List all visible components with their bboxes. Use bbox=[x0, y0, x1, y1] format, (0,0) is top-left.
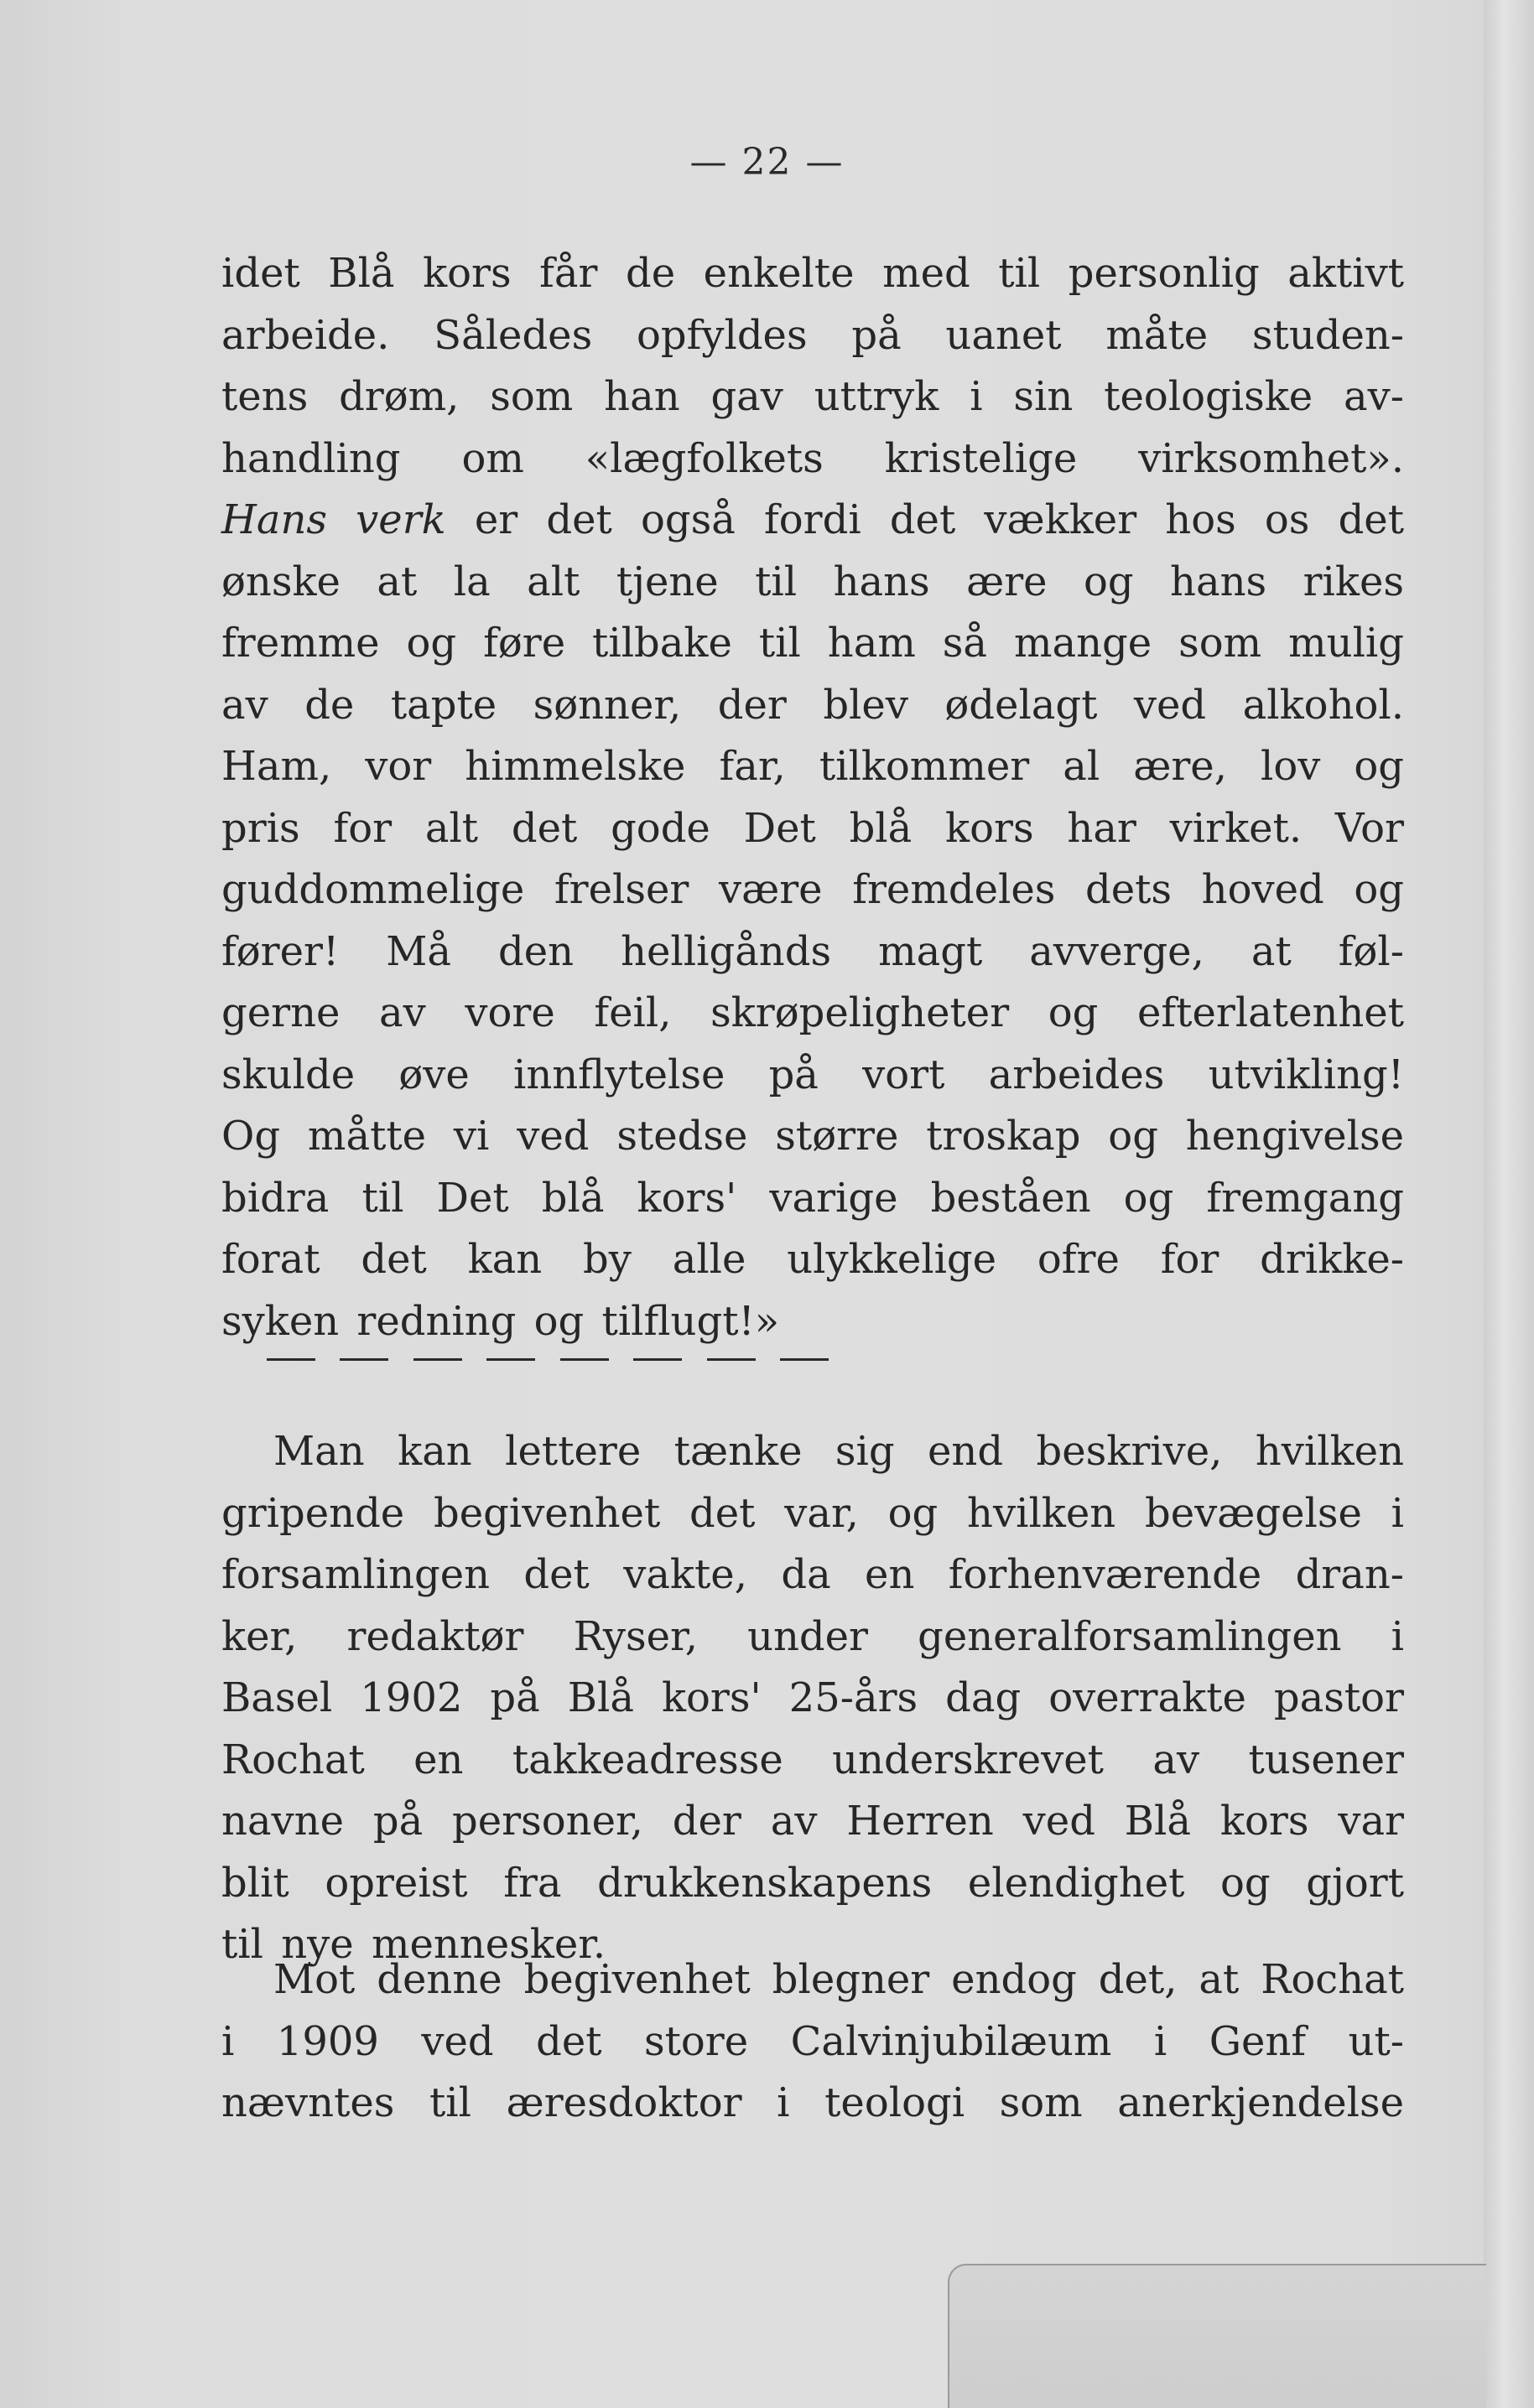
text-line: tens drøm, som han gav uttryk i sin teologiske av- bbox=[221, 373, 1404, 420]
text-line: Mot denne begivenhet blegner endog det, at Rochat bbox=[273, 1956, 1404, 2003]
text-line: idet Blå kors får de enkelte med til personlig aktivt bbox=[221, 250, 1404, 297]
page-number: — 22 — bbox=[689, 141, 845, 184]
text-line: arbeide. Således opfyldes på uanet måte studen- bbox=[221, 311, 1404, 359]
divider-dash bbox=[633, 1358, 682, 1361]
divider-dash bbox=[486, 1358, 535, 1361]
paragraph-2 bbox=[221, 1421, 1404, 1976]
text-line: gerne av vore feil, skrøpeligheter og efterlatenhet bbox=[221, 989, 1404, 1036]
text-line: skulde øve innflytelse på vort arbeides utvikling! bbox=[221, 1051, 1404, 1098]
page-corner-tab bbox=[948, 2264, 1486, 2408]
divider-dash bbox=[267, 1358, 315, 1361]
text-line-rest: er det også fordi det vækker hos os det bbox=[474, 496, 1404, 543]
text-line: til nye mennesker. bbox=[221, 1921, 606, 1968]
divider-dash bbox=[707, 1358, 756, 1361]
text-line: Rochat en takkeadresse underskrevet av tusener bbox=[221, 1736, 1404, 1783]
paragraph-1 bbox=[221, 243, 1404, 1352]
section-divider bbox=[267, 1358, 829, 1362]
text-line: blit opreist fra drukkenskapens elendighet og gjort bbox=[221, 1859, 1404, 1907]
text-line: nævntes til æresdoktor i teologi som anerkjendelse bbox=[221, 2079, 1404, 2126]
text-line: handling om «lægfolkets kristelige virksomhet». bbox=[221, 434, 1404, 482]
text-line: ønske at la alt tjene til hans ære og hans rikes bbox=[221, 558, 1404, 605]
text-line: Man kan lettere tænke sig end beskrive, hvilken bbox=[273, 1428, 1404, 1475]
text-line: bidra til Det blå kors' varige beståen og fremgang bbox=[221, 1174, 1404, 1222]
text-line: syken redning og tilflugt!» bbox=[221, 1297, 780, 1345]
text-line: ker, redaktør Ryser, under generalforsamlingen i bbox=[221, 1612, 1404, 1660]
text-line: pris for alt det gode Det blå kors har virket. Vor bbox=[221, 804, 1404, 852]
divider-dash bbox=[560, 1358, 609, 1361]
text-line: gripende begivenhet det var, og hvilken bevægelse i bbox=[221, 1489, 1404, 1537]
text-line: fremme og føre tilbake til ham så mange som mulig bbox=[221, 620, 1404, 667]
text-line: Og måtte vi ved stedse større troskap og hengivelse bbox=[221, 1113, 1404, 1160]
text-line: forat det kan by alle ulykkelige ofre for drikke- bbox=[221, 1236, 1404, 1283]
page-edge-shadow bbox=[1484, 0, 1534, 2408]
paragraph-3 bbox=[221, 1949, 1404, 2135]
text-line bbox=[221, 490, 1404, 552]
divider-dash bbox=[780, 1358, 829, 1361]
text-line: av de tapte sønner, der blev ødelagt ved alkohol. bbox=[221, 681, 1404, 729]
text-line: fører! Må den helligånds magt avverge, at føl- bbox=[221, 927, 1404, 975]
text-line: Basel 1902 på Blå kors' 25-års dag overrakte pastor bbox=[221, 1674, 1404, 1721]
text-line: forsamlingen det vakte, da en forhenværende dran- bbox=[221, 1551, 1404, 1598]
divider-dash bbox=[340, 1358, 388, 1361]
divider-dash bbox=[413, 1358, 462, 1361]
text-line: Ham, vor himmelske far, tilkommer al ære, lov og bbox=[221, 743, 1404, 790]
text-line: i 1909 ved det store Calvinjubilæum i Genf ut- bbox=[221, 2017, 1404, 2065]
text-line: navne på personer, der av Herren ved Blå kors var bbox=[221, 1798, 1404, 1845]
italic-phrase: Hans verk bbox=[221, 496, 446, 543]
text-line: guddommelige frelser være fremdeles dets hoved og bbox=[221, 866, 1404, 913]
